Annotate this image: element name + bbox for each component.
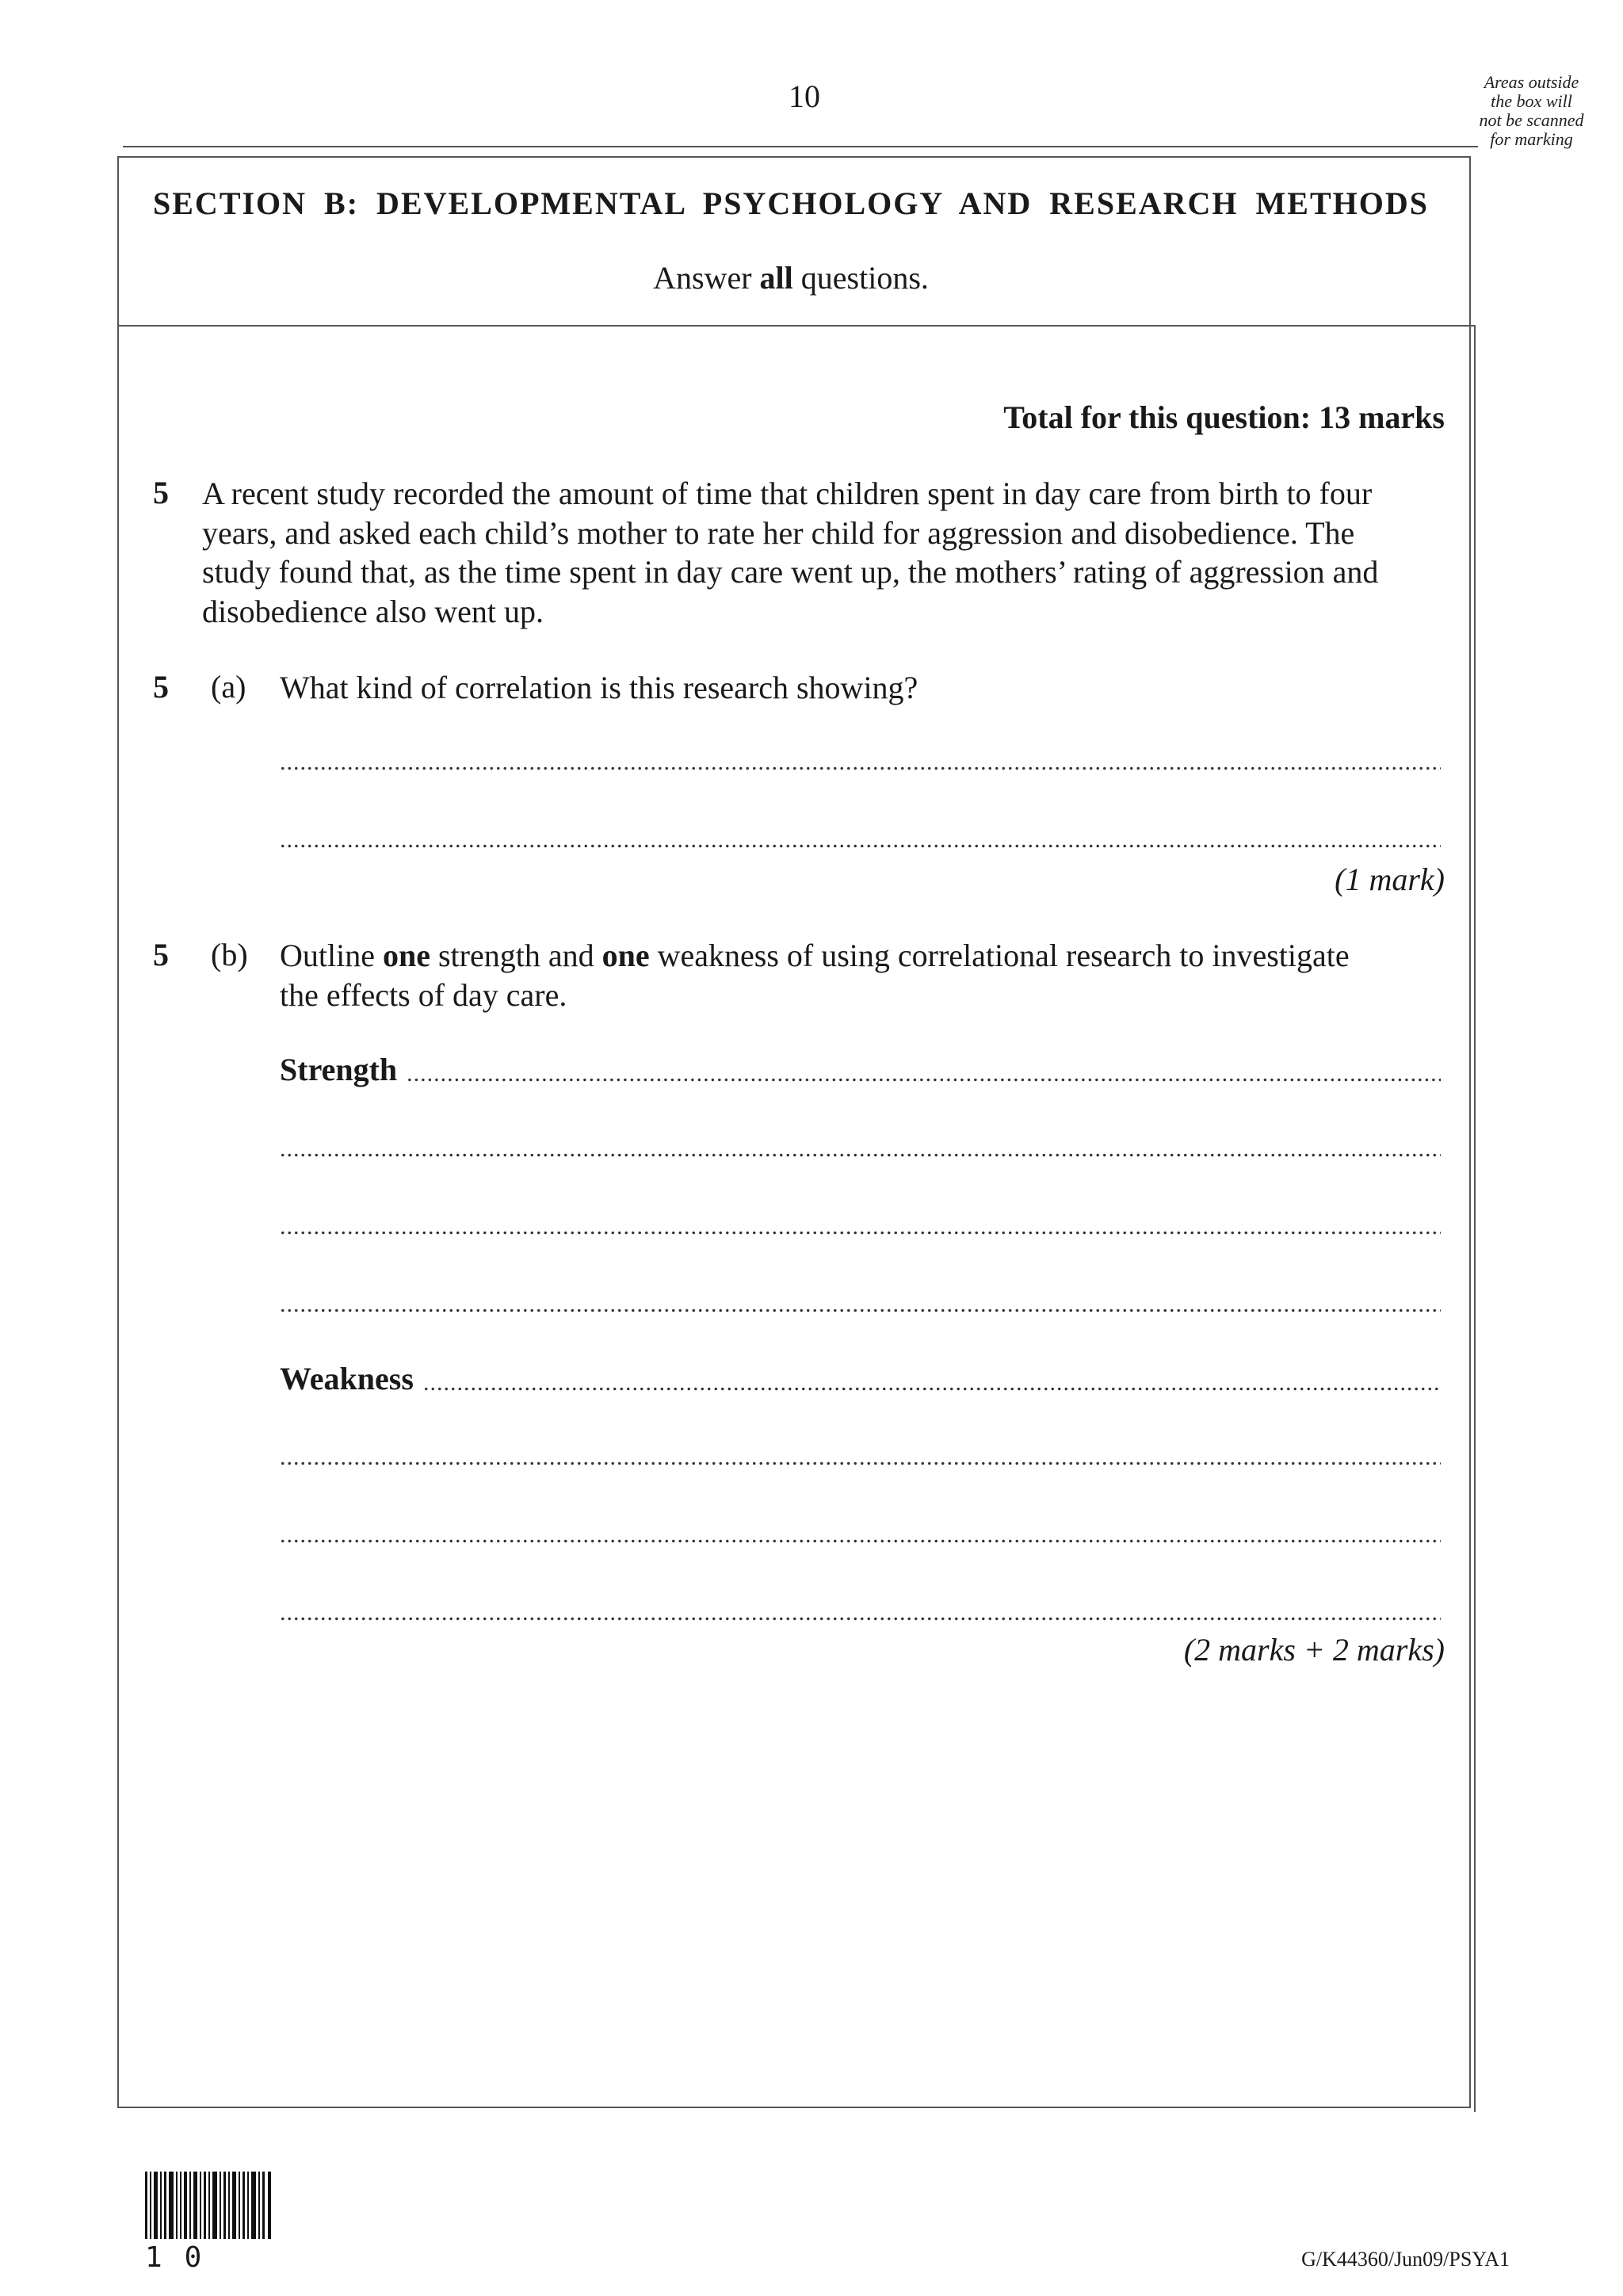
right-margin-line — [1474, 325, 1476, 2112]
part-a-label: (a) — [211, 669, 246, 705]
part-a-text: What kind of correlation is this research showing? — [280, 670, 918, 705]
page-number: 10 — [789, 78, 820, 114]
part-b-text — [280, 936, 1468, 1014]
answer-line[interactable] — [280, 1450, 1441, 1465]
stem-line: A recent study recorded the amount of time that children spent in day care from birth to four — [202, 476, 1373, 511]
section-title: SECTION B: DEVELOPMENTAL PSYCHOLOGY AND RESEARCH METHODS — [153, 185, 1429, 221]
top-rule — [123, 146, 1478, 147]
question-stem — [202, 474, 1470, 631]
barcode — [145, 2172, 272, 2239]
part-b-line: the effects of day care. — [280, 976, 567, 1013]
part-b-label: (b) — [211, 937, 248, 972]
answer-line[interactable] — [280, 755, 1441, 770]
answer-line[interactable] — [280, 832, 1441, 848]
part-b-text-segment: weakness of using correlational research to investigate — [649, 938, 1350, 973]
margin-note-line: Areas outside — [1484, 72, 1579, 92]
instruction-text: Answer — [653, 260, 760, 296]
answer-line[interactable] — [280, 1605, 1441, 1621]
section-instruction — [117, 259, 1465, 296]
answer-line[interactable] — [280, 1527, 1441, 1543]
margin-note-line: not be scanned — [1479, 110, 1584, 130]
paper-reference: G/K44360/Jun09/PSYA1 — [1301, 2248, 1510, 2271]
box-right-border — [1469, 156, 1471, 2108]
section-divider — [117, 325, 1476, 327]
box-left-border — [117, 156, 119, 2108]
margin-note-line: the box will — [1491, 91, 1572, 111]
stem-line: study found that, as the time spent in day care went up, the mothers’ rating of aggression and — [202, 554, 1379, 590]
answer-line[interactable] — [423, 1375, 1441, 1391]
box-bottom-border — [117, 2107, 1471, 2108]
part-b-number: 5 — [153, 937, 169, 972]
barcode-digits: 10 — [145, 2241, 224, 2274]
part-b-emphasis: one — [382, 938, 430, 973]
weakness-row[interactable] — [280, 1359, 1441, 1397]
weakness-label: Weakness — [280, 1361, 414, 1396]
margin-note — [1474, 73, 1589, 149]
stem-line: years, and asked each child’s mother to rate her child for aggression and disobedience. The — [202, 514, 1355, 551]
part-b-marks: (2 marks + 2 marks) — [1183, 1632, 1445, 1668]
instruction-emphasis: all — [759, 260, 793, 296]
part-b-text-segment: Outline — [280, 938, 383, 973]
answer-line[interactable] — [280, 1141, 1441, 1157]
part-b-text-segment: strength and — [430, 938, 602, 973]
part-a-number: 5 — [153, 669, 169, 705]
part-b-line — [280, 936, 1468, 976]
instruction-text: questions. — [792, 260, 929, 296]
stem-line: disobedience also went up. — [202, 593, 544, 629]
question-number: 5 — [153, 475, 169, 510]
part-b-emphasis: one — [601, 938, 650, 973]
part-a-marks: (1 mark) — [1335, 861, 1445, 897]
strength-label: Strength — [280, 1052, 398, 1087]
answer-line[interactable] — [280, 1297, 1441, 1312]
answer-line[interactable] — [280, 1219, 1441, 1235]
answer-line[interactable] — [407, 1066, 1441, 1082]
margin-note-line: for marking — [1490, 129, 1573, 149]
box-top-border — [117, 156, 1471, 158]
strength-row[interactable] — [280, 1050, 1441, 1088]
question-total: Total for this question: 13 marks — [1003, 399, 1445, 435]
